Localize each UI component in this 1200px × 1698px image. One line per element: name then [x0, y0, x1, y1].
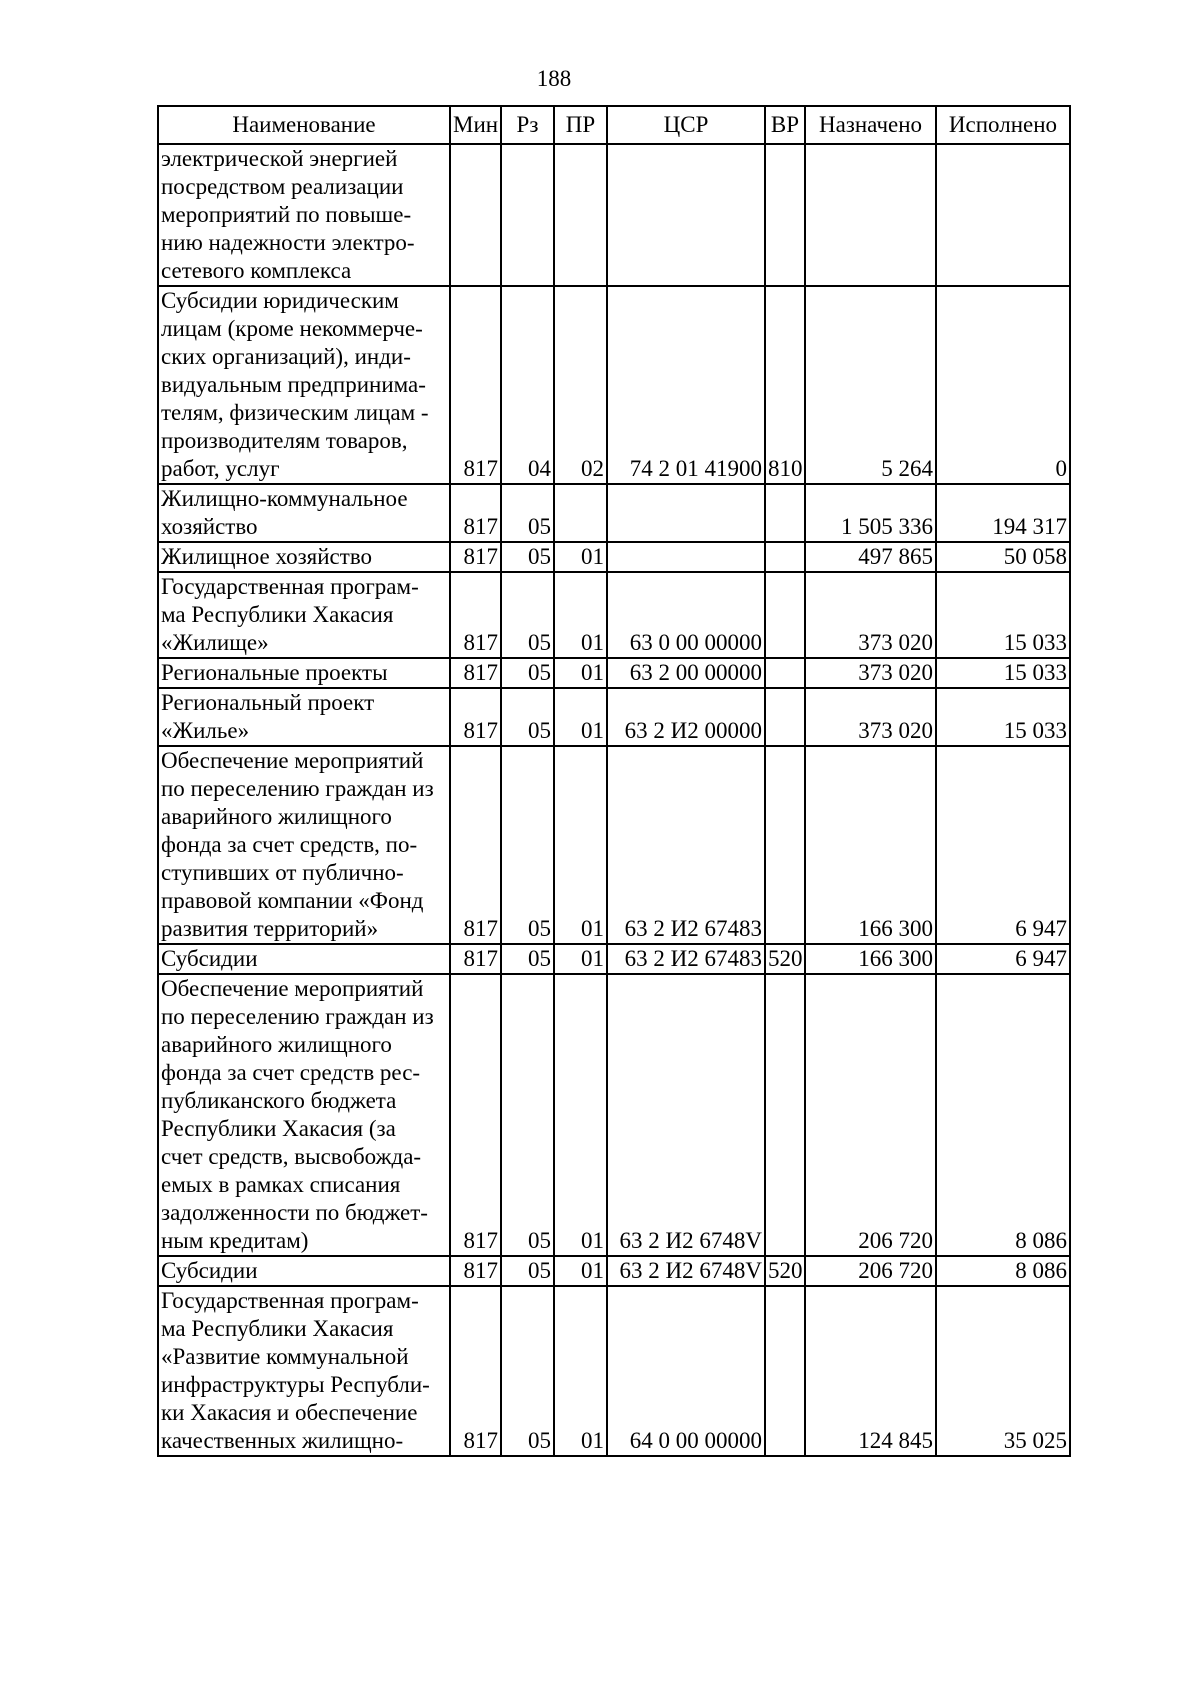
- row-assigned: 497 865: [805, 542, 936, 572]
- row-min: 817: [450, 1286, 501, 1456]
- row-name: Жилищное хозяйство: [158, 542, 450, 572]
- row-vr: 520: [765, 1256, 805, 1286]
- row-rz: 05: [501, 572, 554, 658]
- table-row: [158, 746, 1070, 944]
- row-executed: 194 317: [936, 484, 1070, 542]
- row-vr: [765, 688, 805, 746]
- table-row: [158, 572, 1070, 658]
- table-row: [158, 974, 1070, 1256]
- row-name: Субсидии: [158, 1256, 450, 1286]
- row-csr: 64 0 00 00000: [607, 1286, 765, 1456]
- table-row: [158, 944, 1070, 974]
- row-name: Региональные проекты: [158, 658, 450, 688]
- row-rz: 05: [501, 688, 554, 746]
- header-min: Мин: [450, 106, 501, 144]
- row-vr: [765, 658, 805, 688]
- row-vr: [765, 1286, 805, 1456]
- row-name: Субсидии юридическим лицам (кроме некоммерче- ских организаций), инди- видуальным предпринима- телям, физическим лицам - производителям товаров, работ, услуг: [158, 286, 450, 484]
- row-vr: [765, 572, 805, 658]
- table-row: [158, 658, 1070, 688]
- row-rz: 05: [501, 944, 554, 974]
- row-name: Субсидии: [158, 944, 450, 974]
- row-pr: 01: [554, 688, 607, 746]
- header-vr: ВР: [765, 106, 805, 144]
- row-csr: [607, 484, 765, 542]
- row-executed: 8 086: [936, 1256, 1070, 1286]
- row-rz: 05: [501, 1286, 554, 1456]
- header-rz: Рз: [501, 106, 554, 144]
- row-assigned: 373 020: [805, 658, 936, 688]
- row-executed: 6 947: [936, 944, 1070, 974]
- row-min: 817: [450, 746, 501, 944]
- row-csr: [607, 542, 765, 572]
- row-pr: [554, 484, 607, 542]
- header-csr: ЦСР: [607, 106, 765, 144]
- row-vr: [765, 974, 805, 1256]
- row-pr: 01: [554, 658, 607, 688]
- row-executed: 6 947: [936, 746, 1070, 944]
- row-name: Обеспечение мероприятий по переселению граждан из аварийного жилищного фонда за счет средств, по- ступивших от публично- правовой компании «Фонд развития территорий»: [158, 746, 450, 944]
- row-min: 817: [450, 658, 501, 688]
- row-assigned: 206 720: [805, 1256, 936, 1286]
- row-pr: 01: [554, 572, 607, 658]
- row-assigned: 166 300: [805, 944, 936, 974]
- table-row: [158, 144, 1070, 286]
- table-row: [158, 1256, 1070, 1286]
- row-min: 817: [450, 1256, 501, 1286]
- row-rz: 05: [501, 484, 554, 542]
- table-row: [158, 484, 1070, 542]
- row-assigned: 373 020: [805, 572, 936, 658]
- row-rz: 05: [501, 542, 554, 572]
- row-min: 817: [450, 572, 501, 658]
- row-rz: 05: [501, 746, 554, 944]
- header-executed: Исполнено: [936, 106, 1070, 144]
- row-pr: 01: [554, 944, 607, 974]
- row-pr: 01: [554, 974, 607, 1256]
- row-executed: [936, 144, 1070, 286]
- row-min: 817: [450, 286, 501, 484]
- row-csr: 63 2 И2 67483: [607, 746, 765, 944]
- row-assigned: 166 300: [805, 746, 936, 944]
- row-rz: 04: [501, 286, 554, 484]
- row-rz: 05: [501, 658, 554, 688]
- row-vr: [765, 144, 805, 286]
- row-csr: 63 2 И2 6748V: [607, 1256, 765, 1286]
- table-row: [158, 1286, 1070, 1456]
- row-assigned: 1 505 336: [805, 484, 936, 542]
- row-assigned: [805, 144, 936, 286]
- row-vr: [765, 484, 805, 542]
- row-executed: 15 033: [936, 658, 1070, 688]
- row-name: Государственная програм- ма Республики Хакасия «Жилище»: [158, 572, 450, 658]
- header-name: Наименование: [158, 106, 450, 144]
- row-csr: 74 2 01 41900: [607, 286, 765, 484]
- row-pr: 01: [554, 542, 607, 572]
- row-assigned: 124 845: [805, 1286, 936, 1456]
- row-rz: 05: [501, 974, 554, 1256]
- row-csr: [607, 144, 765, 286]
- row-vr: [765, 542, 805, 572]
- row-assigned: 206 720: [805, 974, 936, 1256]
- row-name: Региональный проект «Жилье»: [158, 688, 450, 746]
- row-executed: 8 086: [936, 974, 1070, 1256]
- row-executed: 15 033: [936, 688, 1070, 746]
- row-min: 817: [450, 944, 501, 974]
- row-name: Государственная програм- ма Республики Хакасия «Развитие коммунальной инфраструктуры Республи- ки Хакасия и обеспечение качественных жилищно-: [158, 1286, 450, 1456]
- row-name: Жилищно-коммунальное хозяйство: [158, 484, 450, 542]
- row-csr: 63 2 И2 67483: [607, 944, 765, 974]
- row-vr: 810: [765, 286, 805, 484]
- budget-table: [157, 105, 1071, 1457]
- row-pr: 01: [554, 1286, 607, 1456]
- row-vr: 520: [765, 944, 805, 974]
- row-pr: 01: [554, 1256, 607, 1286]
- row-name: Обеспечение мероприятий по переселению граждан из аварийного жилищного фонда за счет средств рес- публиканского бюджета Республики Хакасия (за счет средств, высвобожда- емых в рамках списания задолженности по бюджет- ным кредитам): [158, 974, 450, 1256]
- row-min: 817: [450, 542, 501, 572]
- row-name: электрической энергией посредством реализации мероприятий по повыше- нию надежности электро- сетевого комплекса: [158, 144, 450, 286]
- row-executed: 0: [936, 286, 1070, 484]
- row-csr: 63 2 00 00000: [607, 658, 765, 688]
- table-row: [158, 688, 1070, 746]
- row-executed: 35 025: [936, 1286, 1070, 1456]
- page-number: 188: [536, 66, 572, 91]
- row-pr: 02: [554, 286, 607, 484]
- row-min: [450, 144, 501, 286]
- row-csr: 63 0 00 00000: [607, 572, 765, 658]
- row-csr: 63 2 И2 6748V: [607, 974, 765, 1256]
- row-min: 817: [450, 484, 501, 542]
- table-row: [158, 542, 1070, 572]
- row-csr: 63 2 И2 00000: [607, 688, 765, 746]
- row-assigned: 5 264: [805, 286, 936, 484]
- row-executed: 50 058: [936, 542, 1070, 572]
- row-rz: [501, 144, 554, 286]
- row-vr: [765, 746, 805, 944]
- table-row: [158, 286, 1070, 484]
- table-header-row: [158, 106, 1070, 144]
- header-pr: ПР: [554, 106, 607, 144]
- row-assigned: 373 020: [805, 688, 936, 746]
- row-rz: 05: [501, 1256, 554, 1286]
- row-pr: [554, 144, 607, 286]
- header-assigned: Назначено: [805, 106, 936, 144]
- row-min: 817: [450, 974, 501, 1256]
- row-min: 817: [450, 688, 501, 746]
- row-executed: 15 033: [936, 572, 1070, 658]
- row-pr: 01: [554, 746, 607, 944]
